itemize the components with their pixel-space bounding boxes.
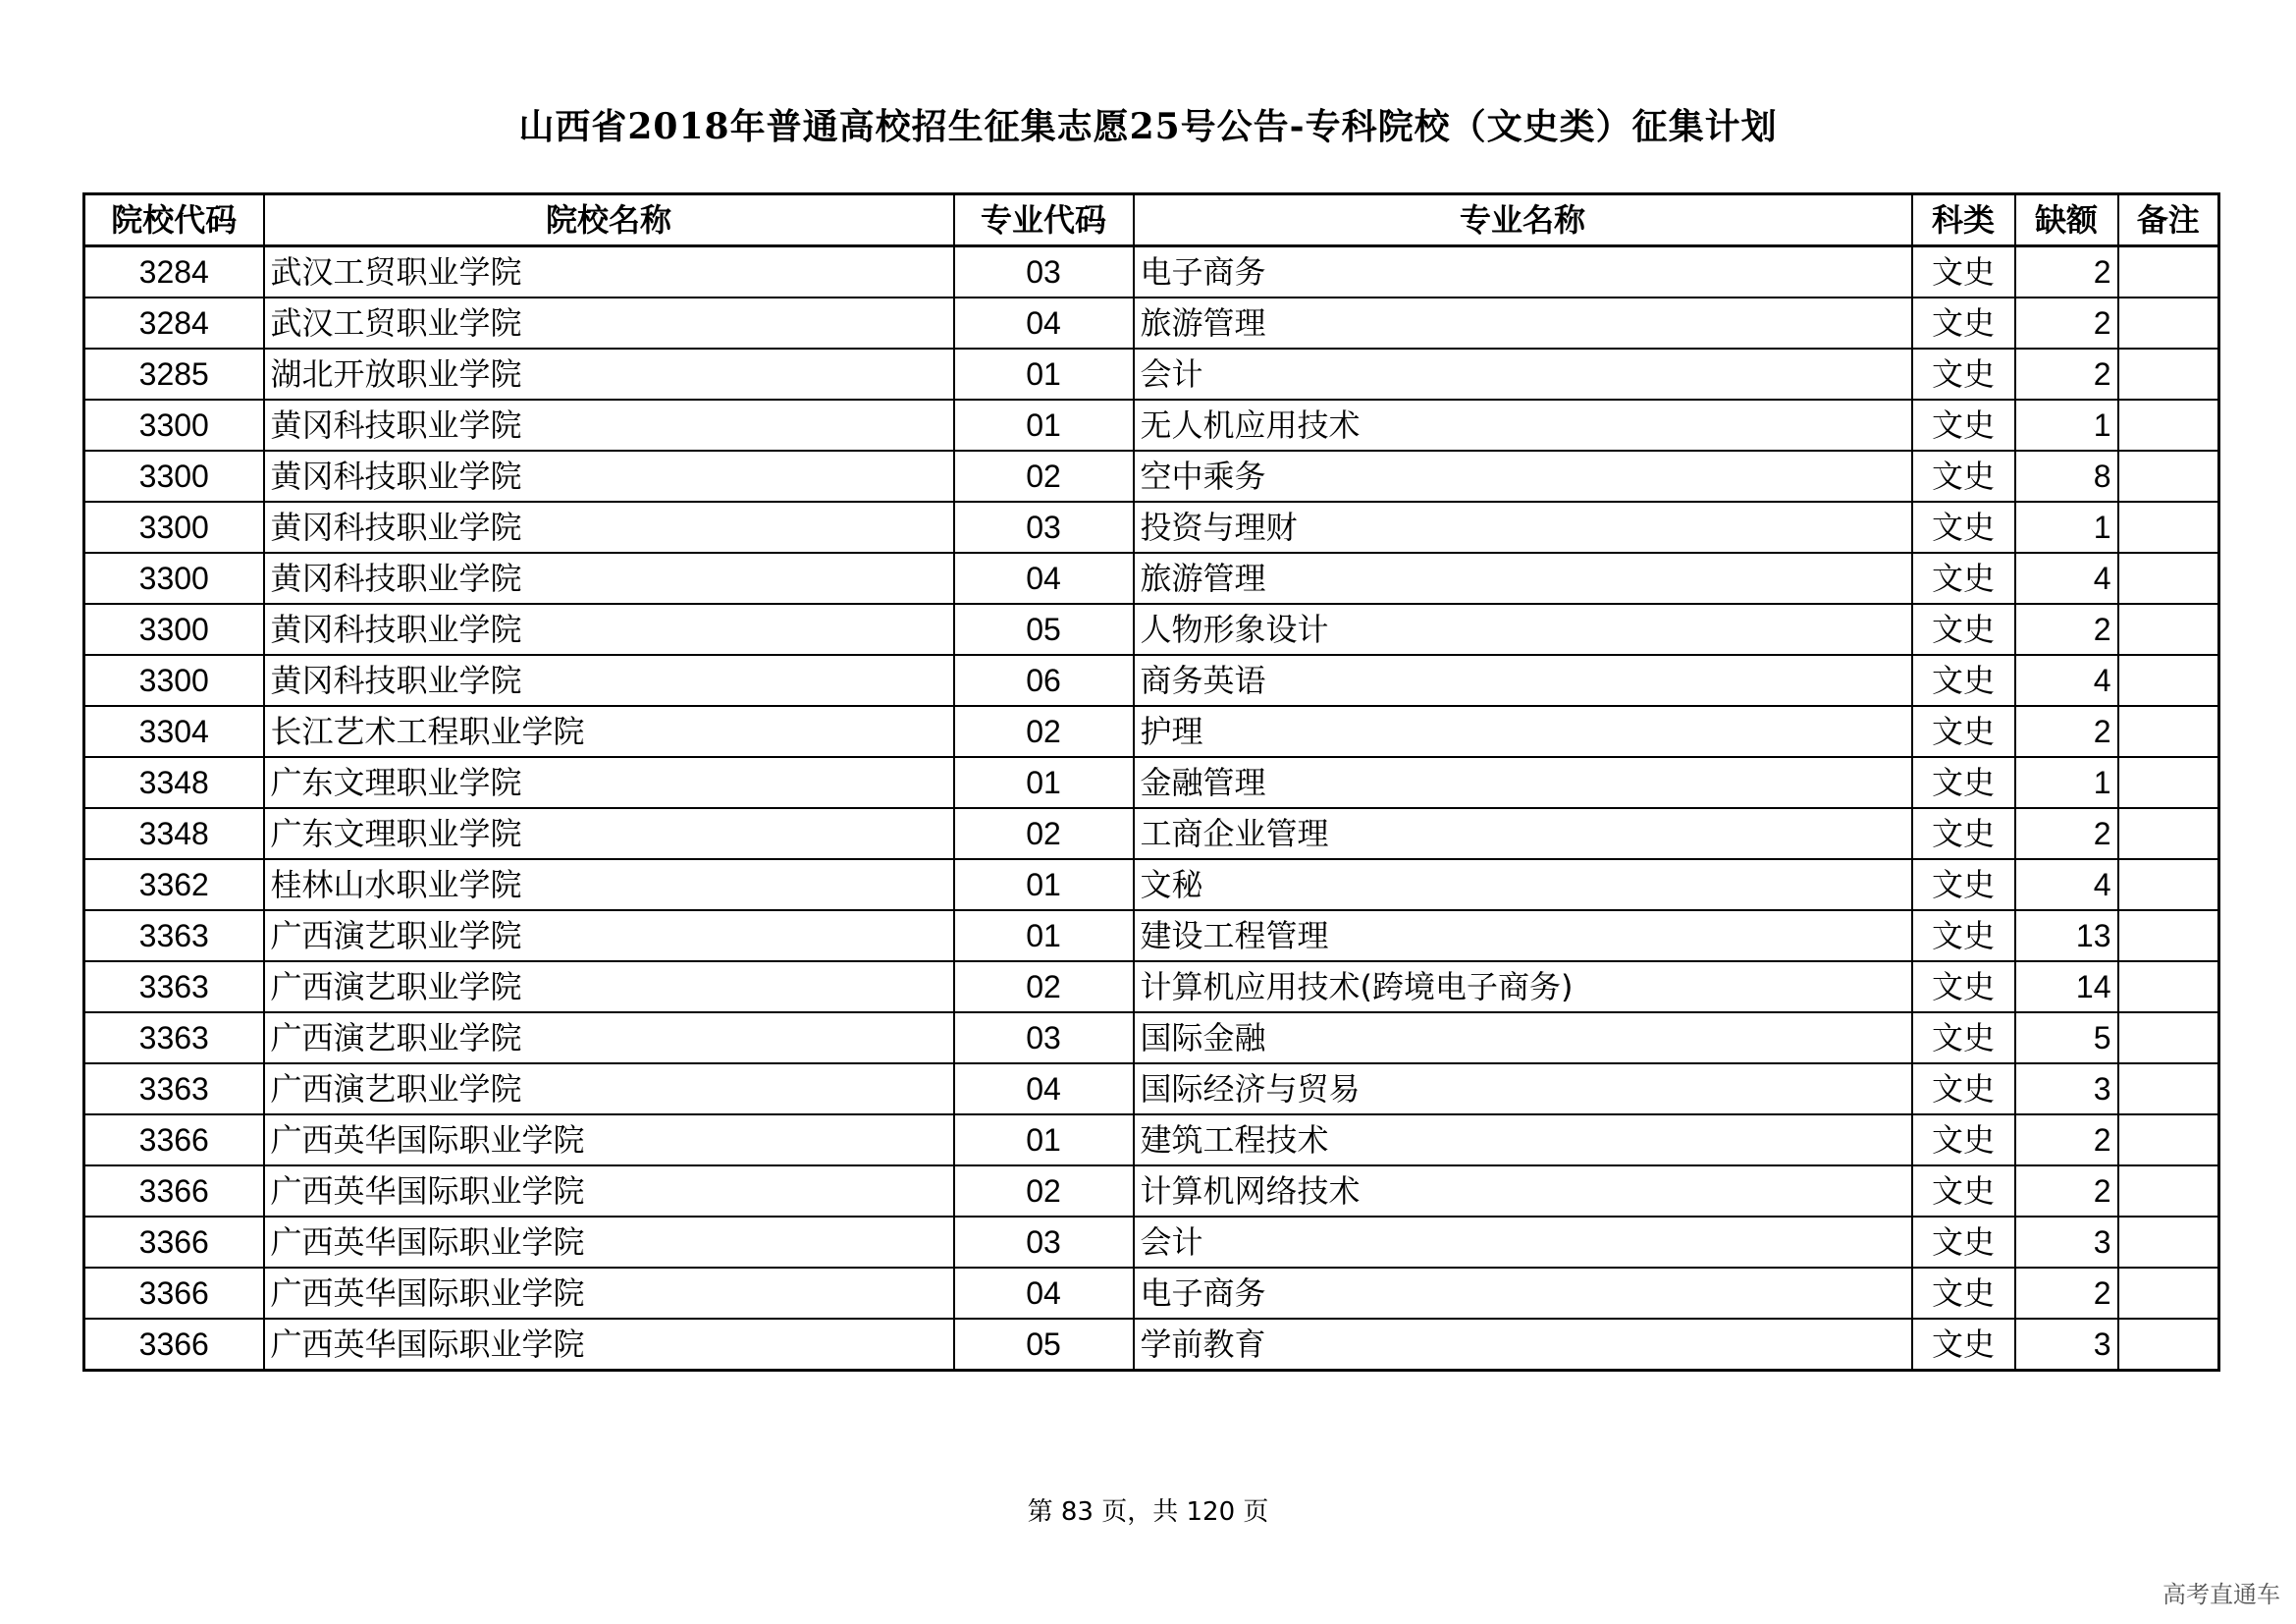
cell-category: 文史 xyxy=(1912,1217,2015,1268)
cell-category: 文史 xyxy=(1912,961,2015,1012)
cell-vacancy: 2 xyxy=(2015,604,2118,655)
cell-vacancy: 3 xyxy=(2015,1063,2118,1114)
header-major-code: 专业代码 xyxy=(954,194,1134,246)
cell-school-name: 广东文理职业学院 xyxy=(264,808,954,859)
cell-major-code: 04 xyxy=(954,553,1134,604)
cell-school-code: 3366 xyxy=(84,1165,264,1217)
cell-note xyxy=(2118,910,2219,961)
cell-major-name: 投资与理财 xyxy=(1134,502,1912,553)
cell-school-name: 黄冈科技职业学院 xyxy=(264,553,954,604)
cell-major-code: 03 xyxy=(954,502,1134,553)
cell-note xyxy=(2118,1268,2219,1319)
cell-school-name: 广西英华国际职业学院 xyxy=(264,1114,954,1165)
cell-major-code: 02 xyxy=(954,451,1134,502)
cell-major-name: 商务英语 xyxy=(1134,655,1912,706)
cell-note xyxy=(2118,1063,2219,1114)
cell-category: 文史 xyxy=(1912,400,2015,451)
table-row xyxy=(84,604,2219,655)
cell-note xyxy=(2118,757,2219,808)
cell-vacancy: 1 xyxy=(2015,400,2118,451)
watermark: 高考直通车 xyxy=(2163,1581,2280,1608)
cell-major-code: 02 xyxy=(954,961,1134,1012)
cell-category: 文史 xyxy=(1912,859,2015,910)
cell-school-name: 广东文理职业学院 xyxy=(264,757,954,808)
page-footer: 第 83 页，共 120 页 xyxy=(1027,1497,1269,1527)
cell-note xyxy=(2118,246,2219,298)
cell-school-code: 3300 xyxy=(84,451,264,502)
cell-major-code: 03 xyxy=(954,1012,1134,1063)
cell-major-code: 02 xyxy=(954,808,1134,859)
cell-vacancy: 2 xyxy=(2015,246,2118,298)
cell-major-code: 06 xyxy=(954,655,1134,706)
cell-school-name: 黄冈科技职业学院 xyxy=(264,655,954,706)
cell-school-name: 广西演艺职业学院 xyxy=(264,1063,954,1114)
cell-school-name: 广西演艺职业学院 xyxy=(264,1012,954,1063)
cell-major-name: 电子商务 xyxy=(1134,246,1912,298)
table-row xyxy=(84,246,2219,298)
cell-major-code: 03 xyxy=(954,1217,1134,1268)
cell-major-code: 01 xyxy=(954,757,1134,808)
cell-note xyxy=(2118,808,2219,859)
cell-major-name: 建筑工程技术 xyxy=(1134,1114,1912,1165)
cell-category: 文史 xyxy=(1912,298,2015,349)
cell-note xyxy=(2118,1012,2219,1063)
cell-major-code: 01 xyxy=(954,349,1134,400)
cell-note xyxy=(2118,604,2219,655)
cell-note xyxy=(2118,1165,2219,1217)
cell-category: 文史 xyxy=(1912,1114,2015,1165)
table-row xyxy=(84,400,2219,451)
table-row xyxy=(84,502,2219,553)
cell-category: 文史 xyxy=(1912,246,2015,298)
cell-major-name: 计算机应用技术(跨境电子商务) xyxy=(1134,961,1912,1012)
cell-note xyxy=(2118,451,2219,502)
cell-major-name: 国际经济与贸易 xyxy=(1134,1063,1912,1114)
cell-note xyxy=(2118,706,2219,757)
cell-school-code: 3300 xyxy=(84,502,264,553)
cell-school-name: 湖北开放职业学院 xyxy=(264,349,954,400)
cell-school-code: 3363 xyxy=(84,961,264,1012)
cell-category: 文史 xyxy=(1912,349,2015,400)
cell-category: 文史 xyxy=(1912,655,2015,706)
header-vacancy: 缺额 xyxy=(2015,194,2118,246)
cell-category: 文史 xyxy=(1912,1012,2015,1063)
cell-major-code: 01 xyxy=(954,400,1134,451)
cell-school-code: 3363 xyxy=(84,910,264,961)
cell-category: 文史 xyxy=(1912,808,2015,859)
cell-category: 文史 xyxy=(1912,451,2015,502)
cell-vacancy: 14 xyxy=(2015,961,2118,1012)
cell-school-code: 3366 xyxy=(84,1319,264,1371)
table-row xyxy=(84,655,2219,706)
cell-school-name: 黄冈科技职业学院 xyxy=(264,502,954,553)
header-category: 科类 xyxy=(1912,194,2015,246)
cell-major-name: 计算机网络技术 xyxy=(1134,1165,1912,1217)
cell-school-name: 武汉工贸职业学院 xyxy=(264,298,954,349)
table-row xyxy=(84,1012,2219,1063)
cell-category: 文史 xyxy=(1912,706,2015,757)
table-row xyxy=(84,706,2219,757)
table-row xyxy=(84,349,2219,400)
cell-school-name: 广西演艺职业学院 xyxy=(264,910,954,961)
cell-major-code: 01 xyxy=(954,1114,1134,1165)
cell-school-code: 3284 xyxy=(84,298,264,349)
cell-vacancy: 2 xyxy=(2015,298,2118,349)
cell-vacancy: 2 xyxy=(2015,1268,2118,1319)
cell-category: 文史 xyxy=(1912,910,2015,961)
cell-school-code: 3300 xyxy=(84,604,264,655)
cell-major-name: 护理 xyxy=(1134,706,1912,757)
table-row xyxy=(84,298,2219,349)
table-row xyxy=(84,1063,2219,1114)
cell-school-code: 3284 xyxy=(84,246,264,298)
cell-school-name: 广西英华国际职业学院 xyxy=(264,1268,954,1319)
cell-note xyxy=(2118,1217,2219,1268)
cell-category: 文史 xyxy=(1912,604,2015,655)
cell-school-name: 武汉工贸职业学院 xyxy=(264,246,954,298)
cell-school-code: 3300 xyxy=(84,655,264,706)
cell-school-code: 3363 xyxy=(84,1012,264,1063)
cell-school-code: 3363 xyxy=(84,1063,264,1114)
cell-note xyxy=(2118,553,2219,604)
cell-school-name: 广西英华国际职业学院 xyxy=(264,1165,954,1217)
cell-school-code: 3304 xyxy=(84,706,264,757)
cell-category: 文史 xyxy=(1912,1319,2015,1371)
cell-school-name: 黄冈科技职业学院 xyxy=(264,604,954,655)
cell-vacancy: 2 xyxy=(2015,706,2118,757)
cell-major-name: 学前教育 xyxy=(1134,1319,1912,1371)
cell-major-code: 01 xyxy=(954,859,1134,910)
cell-school-code: 3300 xyxy=(84,553,264,604)
cell-note xyxy=(2118,349,2219,400)
enrollment-plan-table xyxy=(82,192,2220,1372)
cell-vacancy: 4 xyxy=(2015,859,2118,910)
cell-vacancy: 5 xyxy=(2015,1012,2118,1063)
cell-category: 文史 xyxy=(1912,757,2015,808)
cell-major-name: 工商企业管理 xyxy=(1134,808,1912,859)
cell-major-code: 05 xyxy=(954,604,1134,655)
table-row xyxy=(84,1165,2219,1217)
cell-note xyxy=(2118,400,2219,451)
cell-note xyxy=(2118,298,2219,349)
cell-category: 文史 xyxy=(1912,502,2015,553)
header-school-code: 院校代码 xyxy=(84,194,264,246)
cell-school-code: 3300 xyxy=(84,400,264,451)
cell-vacancy: 1 xyxy=(2015,757,2118,808)
cell-vacancy: 2 xyxy=(2015,1114,2118,1165)
cell-category: 文史 xyxy=(1912,553,2015,604)
header-major-name: 专业名称 xyxy=(1134,194,1912,246)
cell-major-name: 建设工程管理 xyxy=(1134,910,1912,961)
table-row xyxy=(84,553,2219,604)
cell-note xyxy=(2118,1319,2219,1371)
cell-school-name: 广西演艺职业学院 xyxy=(264,961,954,1012)
cell-school-name: 广西英华国际职业学院 xyxy=(264,1217,954,1268)
cell-category: 文史 xyxy=(1912,1063,2015,1114)
cell-school-code: 3362 xyxy=(84,859,264,910)
cell-category: 文史 xyxy=(1912,1268,2015,1319)
cell-major-name: 国际金融 xyxy=(1134,1012,1912,1063)
cell-school-code: 3366 xyxy=(84,1217,264,1268)
cell-school-code: 3366 xyxy=(84,1114,264,1165)
cell-vacancy: 4 xyxy=(2015,553,2118,604)
cell-vacancy: 3 xyxy=(2015,1217,2118,1268)
cell-vacancy: 4 xyxy=(2015,655,2118,706)
cell-vacancy: 3 xyxy=(2015,1319,2118,1371)
header-school-name: 院校名称 xyxy=(264,194,954,246)
cell-school-name: 黄冈科技职业学院 xyxy=(264,400,954,451)
table-row xyxy=(84,757,2219,808)
table-row xyxy=(84,808,2219,859)
cell-school-code: 3366 xyxy=(84,1268,264,1319)
cell-major-code: 04 xyxy=(954,1268,1134,1319)
cell-major-name: 人物形象设计 xyxy=(1134,604,1912,655)
cell-major-name: 旅游管理 xyxy=(1134,298,1912,349)
cell-vacancy: 2 xyxy=(2015,349,2118,400)
page-title: 山西省2018年普通高校招生征集志愿25号公告-专科院校（文史类）征集计划 xyxy=(518,106,1778,147)
cell-major-name: 旅游管理 xyxy=(1134,553,1912,604)
cell-major-name: 会计 xyxy=(1134,349,1912,400)
cell-major-code: 02 xyxy=(954,706,1134,757)
cell-school-code: 3348 xyxy=(84,757,264,808)
cell-major-name: 金融管理 xyxy=(1134,757,1912,808)
cell-major-name: 文秘 xyxy=(1134,859,1912,910)
cell-vacancy: 13 xyxy=(2015,910,2118,961)
cell-major-code: 05 xyxy=(954,1319,1134,1371)
cell-major-code: 01 xyxy=(954,910,1134,961)
table-row xyxy=(84,451,2219,502)
table-row xyxy=(84,1319,2219,1371)
cell-category: 文史 xyxy=(1912,1165,2015,1217)
cell-note xyxy=(2118,655,2219,706)
table-row xyxy=(84,859,2219,910)
cell-major-code: 04 xyxy=(954,1063,1134,1114)
cell-school-code: 3285 xyxy=(84,349,264,400)
table-row xyxy=(84,1217,2219,1268)
cell-school-name: 桂林山水职业学院 xyxy=(264,859,954,910)
cell-note xyxy=(2118,859,2219,910)
cell-major-code: 04 xyxy=(954,298,1134,349)
cell-vacancy: 2 xyxy=(2015,808,2118,859)
cell-major-name: 会计 xyxy=(1134,1217,1912,1268)
table-row xyxy=(84,1268,2219,1319)
cell-school-name: 长江艺术工程职业学院 xyxy=(264,706,954,757)
header-note: 备注 xyxy=(2118,194,2219,246)
cell-note xyxy=(2118,961,2219,1012)
cell-school-name: 黄冈科技职业学院 xyxy=(264,451,954,502)
table-header-row xyxy=(84,194,2219,246)
cell-vacancy: 2 xyxy=(2015,1165,2118,1217)
table-row xyxy=(84,1114,2219,1165)
cell-school-code: 3348 xyxy=(84,808,264,859)
cell-note xyxy=(2118,502,2219,553)
cell-major-name: 空中乘务 xyxy=(1134,451,1912,502)
table-row xyxy=(84,910,2219,961)
cell-major-name: 电子商务 xyxy=(1134,1268,1912,1319)
cell-vacancy: 1 xyxy=(2015,502,2118,553)
table-body xyxy=(84,246,2219,1371)
cell-major-code: 02 xyxy=(954,1165,1134,1217)
cell-major-name: 无人机应用技术 xyxy=(1134,400,1912,451)
cell-school-name: 广西英华国际职业学院 xyxy=(264,1319,954,1371)
cell-major-code: 03 xyxy=(954,246,1134,298)
cell-vacancy: 8 xyxy=(2015,451,2118,502)
table-row xyxy=(84,961,2219,1012)
cell-note xyxy=(2118,1114,2219,1165)
